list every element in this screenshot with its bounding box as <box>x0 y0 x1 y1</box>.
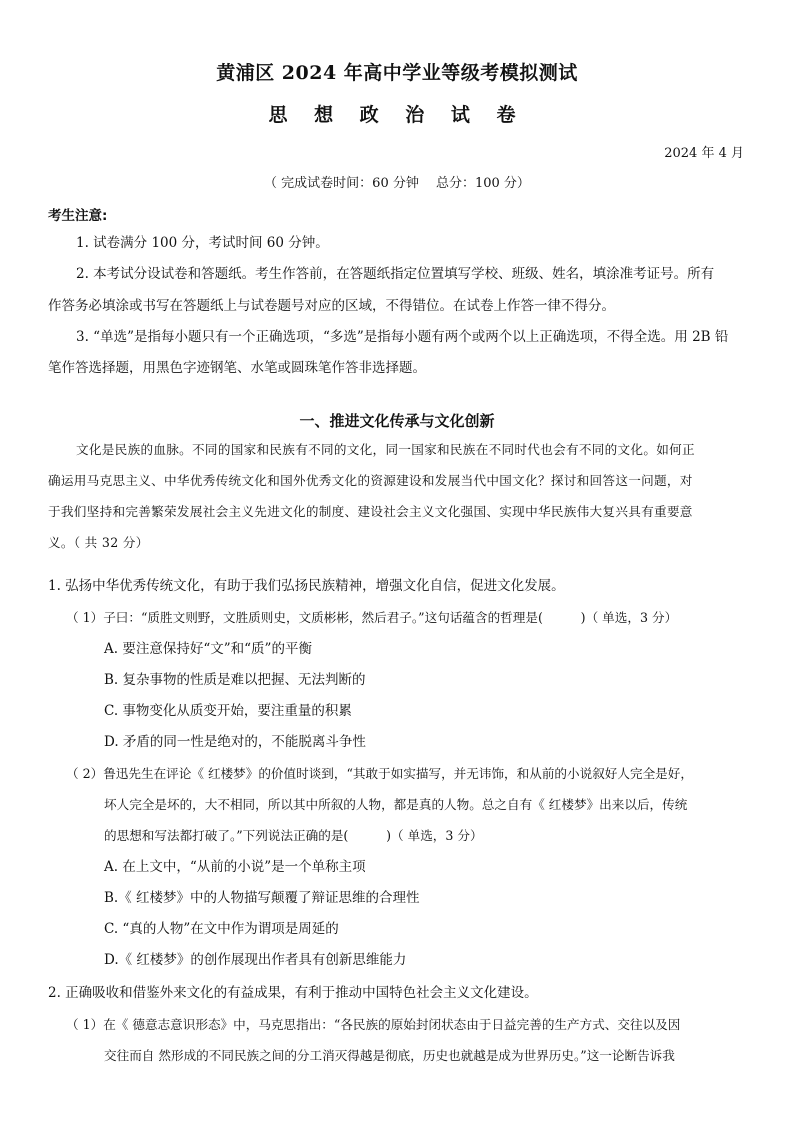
option-d: D. 矛盾的同一性是绝对的，不能脱离斗争性 <box>104 734 366 750</box>
question-1-2-stem-cont: 坏人完全是坏的，大不相同，所以其中所叙的人物，都是真的人物。总之自有《 红楼梦》出来以后，传统 <box>104 797 688 812</box>
question-1-2-stem-cont: 的思想和写法都打破了。”下列说法正确的是( )（ 单选，3 分） <box>104 828 483 843</box>
option-d: D.《 红楼梦》的创作展现出作者具有创新思维能力 <box>104 952 407 968</box>
option-a: A. 要注意保持好“文”和“质”的平衡 <box>104 641 312 657</box>
section-intro-line: 义。（ 共 32 分） <box>48 535 149 550</box>
section-title: 一、推进文化传承与文化创新 <box>299 412 495 430</box>
question-1-stem: 1. 弘扬中华优秀传统文化，有助于我们弘扬民族精神，增强文化自信，促进文化发展。 <box>48 578 565 594</box>
notice-item-3-cont: 笔作答选择题，用黑色字迹钢笔、水笔或圆珠笔作答非选择题。 <box>48 360 426 376</box>
notice-item-3: 3. “单选”是指每小题只有一个正确选项，“多选”是指每小题有两个或两个以上正确选项，不得全选。用 2B 铅 <box>76 329 729 345</box>
section-intro-line: 于我们坚持和完善繁荣发展社会主义先进文化的制度、建设社会主义文化强国、实现中华民族伟大复兴具有重要意 <box>48 504 693 519</box>
section-intro-line: 确运用马克思主义、中华优秀传统文化和国外优秀文化的资源建设和发展当代中国文化？探讨和回答这一问题，对 <box>48 473 693 488</box>
exam-title: 黄浦区 2024 年高中学业等级考模拟测试 <box>216 62 578 84</box>
exam-time-info: （ 完成试卷时间：60 分钟 总分：100 分） <box>264 176 530 191</box>
notice-item-2-cont: 作答务必填涂或书写在答题纸上与试卷题号对应的区域，不得错位。在试卷上作答一律不得分。 <box>48 298 615 314</box>
question-2-stem: 2. 正确吸收和借鉴外来文化的有益成果，有利于推动中国特色社会主义文化建设。 <box>48 985 538 1001</box>
option-c: C. 事物变化从质变开始，要注重量的积累 <box>104 703 352 719</box>
option-a: A. 在上文中，“从前的小说”是一个单称主项 <box>104 859 366 875</box>
question-2-1-stem: （ 1）在《 德意志意识形态》中，马克思指出：“各民族的原始封闭状态由于日益完善的生产方式、交往以及因 <box>66 1017 681 1032</box>
question-2-1-stem-cont: 交往而自 然形成的不同民族之间的分工消灭得越是彻底，历史也就越是成为世界历史。”这一论断告诉我 <box>104 1048 675 1063</box>
option-b: B. 复杂事物的性质是难以把握、无法判断的 <box>104 672 366 688</box>
notice-heading: 考生注意: <box>48 208 108 224</box>
option-c: C. “真的人物”在文中作为谓项是周延的 <box>104 921 339 937</box>
question-1-1-stem: （ 1）子曰：“质胜文则野，文胜质则史，文质彬彬，然后君子。”这句话蕴含的哲理是( )（ 单选，3 分） <box>66 610 678 625</box>
section-intro-line: 文化是民族的血脉。不同的国家和民族有不同的文化，同一国家和民族在不同时代也会有不同的文化。如何正 <box>76 442 695 457</box>
option-b: B.《 红楼梦》中的人物描写颠覆了辩证思维的合理性 <box>104 890 420 906</box>
notice-item-2: 2. 本考试分设试卷和答题纸。考生作答前，在答题纸指定位置填写学校、班级、姓名，填涂准考证号。所有 <box>76 266 715 282</box>
exam-date: 2024 年 4 月 <box>664 146 744 161</box>
question-1-2-stem: （ 2）鲁迅先生在评论《 红楼梦》的价值时谈到，“其敢于如实描写，并无讳饰，和从前的小说叙好人完全是好， <box>66 766 693 781</box>
exam-subtitle: 思 想 政 治 试 卷 <box>268 104 526 126</box>
notice-item-1: 1. 试卷满分 100 分，考试时间 60 分钟。 <box>76 235 329 251</box>
